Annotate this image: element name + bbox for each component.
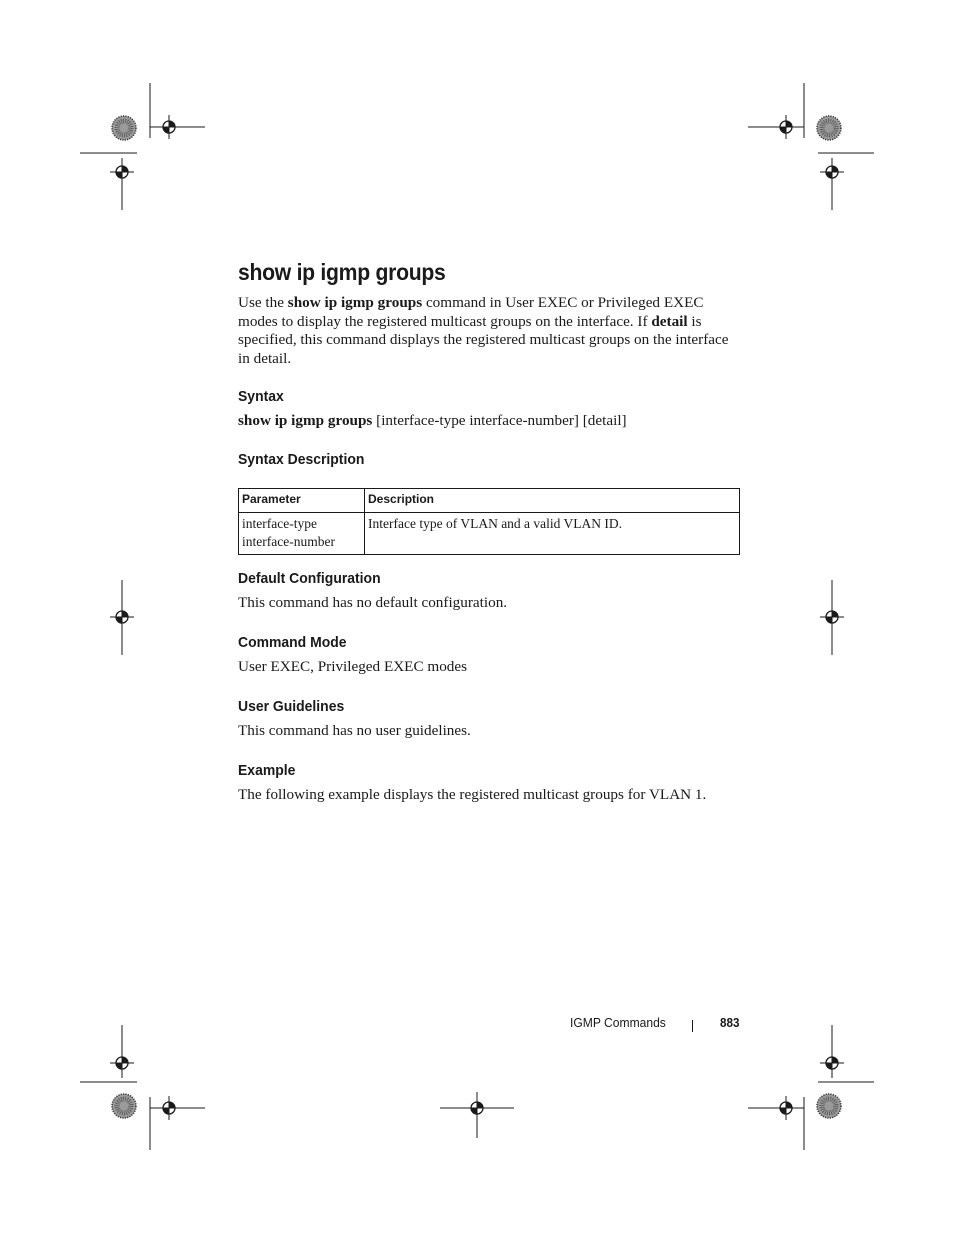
parameter-line-1: interface-type [242, 516, 317, 531]
syntax-command: show ip igmp groups [238, 412, 373, 429]
table-cell-parameter [239, 513, 365, 555]
table-row [239, 513, 740, 555]
intro-text-3: is specified, this command displays the registered multicast groups on the interface in detail. [238, 312, 729, 368]
default-configuration-section [238, 569, 740, 613]
syntax-description-section [238, 450, 740, 549]
user-guidelines-text: This command has no user guidelines. [238, 722, 471, 739]
example-text: The following example displays the registered multicast groups for VLAN 1. [238, 786, 707, 803]
syntax-args: [interface-type interface-number] [detail] [372, 412, 627, 429]
intro-paragraph [238, 294, 740, 369]
intro-command: show ip igmp groups [287, 294, 423, 311]
user-guidelines-section [238, 697, 740, 741]
intro-text-2: command in User EXEC or Privileged EXEC modes to display the registered multicast groups on the interface. If [238, 294, 704, 330]
page-content [238, 255, 740, 803]
user-guidelines-heading: User Guidelines [238, 698, 345, 715]
command-mode-heading: Command Mode [238, 634, 347, 651]
command-mode-section [238, 633, 740, 677]
syntax-section [238, 387, 740, 431]
table-header-parameter: Parameter [239, 489, 365, 513]
syntax-line [238, 412, 740, 431]
default-configuration-text: This command has no default configuration. [238, 594, 508, 611]
footer-section-title: IGMP Commands [570, 1015, 666, 1030]
syntax-heading: Syntax [238, 388, 284, 405]
syntax-description-heading: Syntax Description [238, 451, 365, 468]
intro-keyword: detail [651, 312, 688, 330]
table-cell-description: Interface type of VLAN and a valid VLAN ID. [365, 513, 740, 555]
table-header-description: Description [365, 489, 740, 513]
page-number: 883 [720, 1015, 740, 1030]
footer-separator [692, 1020, 693, 1032]
intro-text-1: Use the [238, 294, 288, 311]
table-header-row [239, 489, 740, 513]
parameter-table [238, 488, 740, 555]
page-title: show ip igmp groups [238, 259, 446, 285]
example-section [238, 761, 740, 805]
parameter-line-2: interface-number [242, 534, 335, 549]
example-heading: Example [238, 762, 296, 779]
default-configuration-heading: Default Configuration [238, 570, 381, 587]
command-mode-text: User EXEC, Privileged EXEC modes [238, 658, 468, 675]
